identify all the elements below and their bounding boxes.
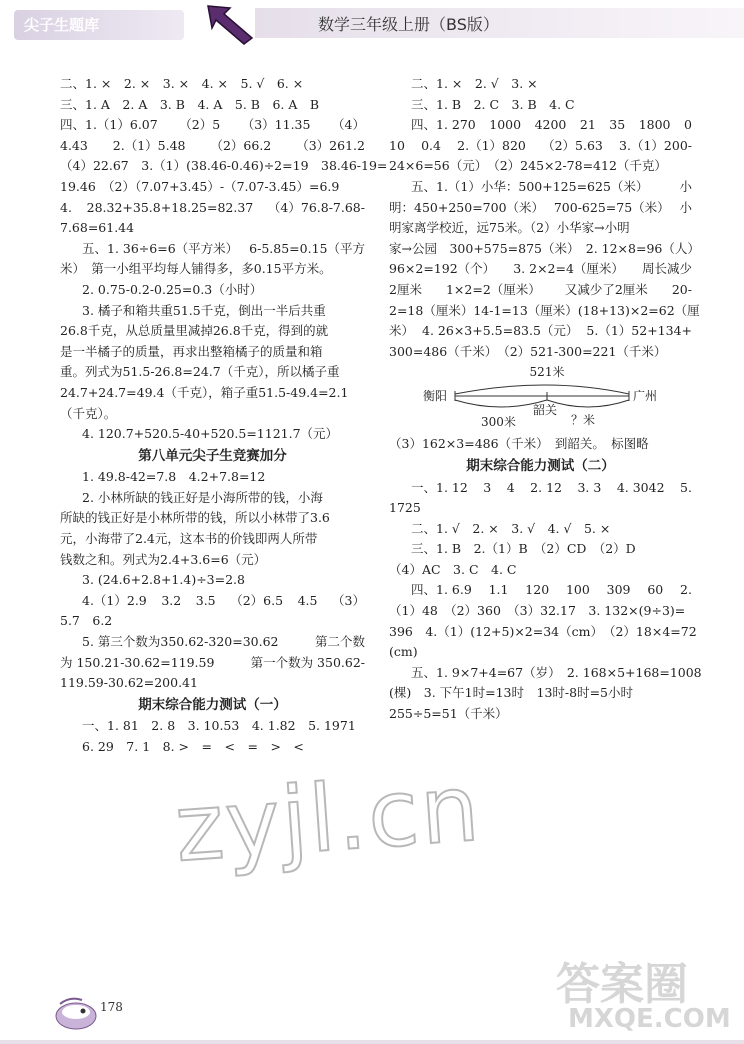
answer-line	[389, 198, 692, 219]
answer-part: 3. 2×2=4（厘米）	[513, 261, 624, 277]
answer-line	[389, 177, 692, 198]
answer-line: 6. 29 7. 1 8. > = < = > <	[82, 739, 304, 754]
answer-line: 255÷5=51（千米）	[389, 706, 508, 722]
answer-part: 4.5	[297, 592, 318, 608]
answer-line: （4）AC 3. C 4. C	[389, 561, 517, 577]
answer-part: 1×2=2（厘米）	[445, 281, 541, 297]
section-heading: 期末综合能力测试（二）	[466, 457, 615, 474]
answer-line: 五、1. 9×7+4=67（岁） 2. 168×5+168=1008	[411, 664, 702, 680]
answer-line: 119.59-30.62=200.41	[60, 675, 198, 691]
answer-part: 4.	[60, 199, 72, 215]
answer-part: 2=18（厘米）	[389, 302, 474, 318]
answer-part: 小	[679, 178, 692, 194]
answer-line: 所缺的钱正好是小林所带的钱，所以小林带了3.6	[60, 510, 330, 526]
corner-watermark	[552, 948, 737, 1038]
total-brace	[455, 385, 629, 394]
answer-part: 700-625=75（米）	[553, 199, 670, 215]
answer-part: 3.（1）200-	[619, 137, 692, 153]
segment-2-label: ？米	[571, 413, 596, 428]
answer-part: 2. 12	[530, 479, 562, 495]
answer-line: 家→公园 300+575=875（米） 2. 12×8=96（人）	[389, 240, 700, 256]
answer-part: 四、1. 6.9	[411, 582, 472, 598]
answer-part: 4. 3042	[616, 479, 665, 495]
answer-line	[60, 198, 365, 219]
answer-part: 四、1. 270	[411, 117, 476, 133]
footer-rule	[0, 1040, 744, 1044]
answer-line: 7.68=61.44	[60, 220, 135, 236]
answer-part: 100	[565, 582, 590, 598]
answer-part: 120	[525, 582, 550, 598]
answer-line: （1）48 （2）360 （3）32.17 3. 132×(9÷3)=	[389, 603, 686, 619]
answer-part: 6-5.85=0.15（平方	[249, 240, 365, 256]
answer-part: 20-	[671, 281, 692, 297]
answer-line	[389, 580, 692, 601]
answer-part: 1000	[489, 117, 522, 133]
answer-line	[60, 115, 365, 136]
answer-part: 为 150.21-30.62=119.59	[60, 654, 215, 670]
answer-part: 4. 26×3+5.5=83.5（元）	[422, 323, 579, 339]
answer-part: 4.（1）2.9	[82, 592, 147, 608]
answer-line	[389, 136, 692, 157]
answer-line: 2. 小林所缺的钱正好是小海所带的钱，小海	[82, 489, 323, 505]
watermark-brand-en: MXQE.COM	[568, 1004, 731, 1034]
answer-part: 21	[579, 117, 596, 133]
answer-line	[60, 591, 365, 612]
answer-part: 5.	[680, 479, 692, 495]
answer-part: 2厘米	[389, 281, 422, 297]
answer-part: 一、1. 12	[411, 479, 468, 495]
page-header	[0, 0, 744, 48]
answer-line: （千克）。	[60, 405, 117, 421]
answer-line	[389, 301, 700, 322]
city-shaoguan: 韶关	[533, 403, 558, 418]
answer-part: （2）5	[179, 117, 221, 133]
answer-part: （2）5.63	[542, 137, 603, 153]
answer-part: 第二个数	[314, 634, 365, 650]
answer-line	[389, 280, 692, 301]
answer-part: 28.32+35.8+18.25=82.37	[86, 199, 254, 215]
answer-part: 309	[606, 582, 631, 598]
answer-line: 米） 第一小组平均每人铺得多，多0.15平方米。	[60, 261, 332, 277]
route-diagram-svg	[389, 362, 692, 434]
answer-part: 35	[609, 117, 626, 133]
segment-1-label: 300米	[481, 415, 516, 430]
answer-line: 三、1. A 2. A 3. B 4. A 5. B 6. A B	[60, 96, 320, 112]
answer-part: 明：450+250=700（米）	[389, 199, 545, 215]
answer-part: （3）11.35	[241, 117, 311, 133]
answer-line: 24.7+24.7=49.4（千克），箱子重51.5-49.4=2.1	[60, 384, 349, 400]
answer-line: 二、1. × 2. √ 3. ×	[411, 76, 538, 91]
answer-line	[60, 136, 365, 157]
answer-line: 2. 0.75-0.2-0.25=0.3（小时）	[82, 281, 263, 297]
answer-part: 5. 第三个数为350.62-320=30.62	[82, 634, 279, 650]
answer-part: 米）	[389, 323, 415, 339]
section-heading: 期末综合能力测试（一）	[138, 696, 287, 713]
answer-line: 钱数之和。列式为2.4+3.6=6（元）	[60, 551, 267, 567]
answer-line: 三、1. B 2. C 3. B 4. C	[411, 96, 575, 112]
answer-part: 五、1.（1）小华：500+125=625（米）	[411, 178, 649, 194]
answer-part: （2）66.2	[210, 137, 272, 153]
route-diagram	[389, 362, 692, 434]
mascot-icon	[52, 990, 102, 1034]
answer-part: 10	[389, 137, 405, 153]
answer-part: 2.	[680, 582, 692, 598]
answer-part: 3.2	[161, 592, 182, 608]
answer-part: 14-1=13（厘米）	[473, 302, 578, 318]
answer-line: 3. (24.6+2.8+1.4)÷3=2.8	[82, 572, 245, 588]
answer-part: 2.（1）5.48	[112, 137, 186, 153]
arrow-icon	[200, 2, 260, 46]
answer-line	[389, 478, 692, 499]
answer-line: 元，小海带了2.4元，这本书的价钱即两人所带	[60, 531, 318, 547]
answer-part: 3.5	[195, 592, 216, 608]
answer-part: 5.（1）52+134+	[586, 323, 692, 339]
answer-line: 300=486（千米） （2）521-300=221（千米）	[389, 343, 667, 359]
answer-part: 2.（1）820	[457, 137, 526, 153]
answer-line: 5.7 6.2	[60, 613, 113, 629]
answer-part: 4	[506, 479, 515, 495]
page-number: 178	[100, 1000, 123, 1014]
segment-brace-2	[547, 400, 629, 407]
answer-part: 0.4	[421, 137, 441, 153]
answer-part: 1800	[638, 117, 671, 133]
answer-line: 明家离学校近，远75米。（2）小华家→小明	[389, 220, 630, 236]
city-guangzhou: 广州	[633, 389, 658, 404]
left-column	[60, 74, 388, 758]
answer-part: 96×2=192（个）	[389, 261, 496, 277]
answer-line: 3. 橘子和箱共重51.5千克，倒出一半后共重	[82, 302, 326, 318]
answer-line: 26.8千克，从总质量里减掉26.8千克，得到的就	[60, 323, 329, 339]
answer-line: 4. 120.7+520.5-40+520.5=1121.7（元）	[82, 426, 339, 442]
answer-line: 三、1. B 2.（1）B （2）CD （2）D	[411, 541, 636, 557]
answer-part: （2）6.5	[230, 592, 284, 608]
answer-line: (cm)	[389, 644, 418, 660]
answer-line	[389, 115, 692, 136]
answer-part: 四、1.（1）6.07	[60, 117, 158, 133]
site-watermark: zyjl.cn	[171, 754, 485, 883]
answer-line: 是一半橘子的质量，再求出整箱橘子的质量和箱	[60, 343, 323, 359]
answer-part: 五、1. 36÷6=6（平方米）	[82, 240, 239, 256]
answer-part: (18+13)×2=62（厘	[577, 302, 700, 318]
answer-line: 1. 49.8-42=7.8 4.2+7.8=12	[82, 469, 266, 485]
answer-line	[60, 653, 365, 674]
answer-part: 3. 3	[577, 479, 602, 495]
answer-part: （3）	[332, 592, 365, 608]
answer-part: 4.43	[60, 137, 88, 153]
answer-line: 396 4.（1）(12+5)×2=34（cm） （2）18×4=72	[389, 623, 697, 639]
answer-part: （4）	[332, 117, 365, 133]
answer-line	[60, 239, 365, 260]
series-brand: 尖子生题库	[14, 10, 184, 40]
book-title: 数学三年级上册（BS版）	[318, 15, 499, 34]
answer-line: (棵) 3. 下午1时=13时 13时-8时=5小时	[389, 685, 633, 701]
answer-part: 3	[483, 479, 492, 495]
answer-part: 4200	[534, 117, 567, 133]
right-column	[389, 74, 702, 725]
answer-part: 1.1	[488, 582, 509, 598]
answer-part: 60	[647, 582, 664, 598]
city-hengyang: 衡阳	[423, 389, 448, 404]
answer-part: 0	[684, 117, 692, 133]
answer-line: （3）162×3=486（千米） 到韶关。 标图略	[389, 436, 649, 452]
answer-line	[389, 259, 692, 280]
answer-part: 周长减少	[641, 261, 692, 277]
answer-part: （4）76.8-7.68-	[267, 199, 365, 215]
answer-line: 24×6=56（元） （2）245×2-78=412（千克）	[389, 158, 667, 174]
section-heading: 第八单元尖子生竞赛加分	[138, 447, 287, 464]
answer-line: （4）22.67 3.（1）(38.46-0.46)÷2=19 38.46-19=	[60, 158, 388, 174]
total-distance-label: 521米	[529, 365, 565, 380]
answer-part: 又减少了2厘米	[564, 281, 648, 297]
watermark-brand-cn: 答案圈	[556, 959, 688, 1010]
answer-line: 一、1. 81 2. 8 3. 10.53 4. 1.82 5. 1971	[82, 718, 356, 734]
answer-part: （3）261.2	[296, 137, 365, 153]
answer-line: 二、1. × 2. × 3. × 4. × 5. √ 6. ×	[60, 76, 304, 91]
answer-part: 第一个数为 350.62-	[250, 654, 365, 670]
answer-line	[389, 321, 692, 342]
answer-line: 二、1. √ 2. × 3. √ 4. √ 5. ×	[411, 520, 611, 536]
answer-part: 小	[679, 199, 692, 215]
answer-line: 19.46 （2）（7.07+3.45）-（7.07-3.45）=6.9	[60, 178, 340, 194]
answer-line	[60, 632, 365, 653]
answer-line: 重。列式为51.5-26.8=24.7（千克），所以橘子重	[60, 364, 340, 380]
answer-line: 1725	[389, 500, 421, 516]
